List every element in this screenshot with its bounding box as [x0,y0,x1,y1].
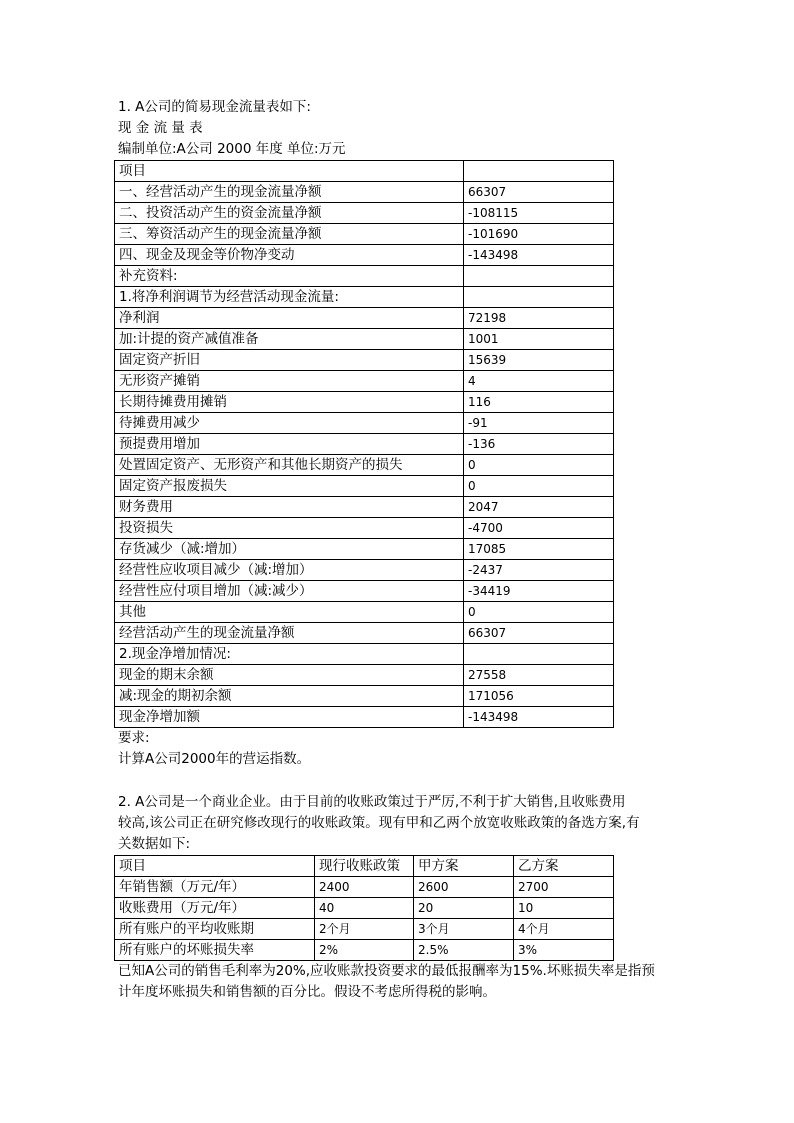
value-cell: 0 [464,602,614,623]
table-row [115,371,614,392]
value-cell: 2% [315,940,414,961]
value-cell: 10 [514,898,614,919]
value-cell: 现行收账政策 [315,856,414,877]
value-cell: 4个月 [514,919,614,940]
value-cell: 0 [464,476,614,497]
table-row [115,644,614,665]
value-cell: 2600 [414,877,514,898]
table-row [115,350,614,371]
row-label-cell: 预提费用增加 [115,434,464,455]
value-cell: -143498 [464,245,614,266]
row-label-cell: 存货减少（减:增加） [115,539,464,560]
table-row [115,308,614,329]
table-row [115,182,614,203]
row-label-cell: 所有账户的坏账损失率 [115,940,315,961]
value-cell: -4700 [464,518,614,539]
table-row [115,602,614,623]
table-row [115,877,614,898]
row-label-cell: 现金的期末余额 [115,665,464,686]
row-label-cell: 减:现金的期初余额 [115,686,464,707]
row-label-cell: 经营性应付项目增加（减:减少） [115,581,464,602]
row-label-cell: 长期待摊费用摊销 [115,392,464,413]
value-cell: 27558 [464,665,614,686]
requirement-label: 要求: [118,730,150,746]
row-label-cell: 固定资产折旧 [115,350,464,371]
table-row [115,392,614,413]
value-cell: -108115 [464,203,614,224]
table-row [115,686,614,707]
value-cell [464,266,614,287]
table-unit: 编制单位:A公司 2000 年度 单位:万元 [118,141,346,157]
value-cell [464,644,614,665]
value-cell: -143498 [464,707,614,728]
value-cell [464,161,614,182]
table-row [115,266,614,287]
row-label-cell: 经营性应收项目减少（减:增加） [115,560,464,581]
value-cell: -34419 [464,581,614,602]
value-cell: 66307 [464,182,614,203]
table-row [115,623,614,644]
value-cell: -91 [464,413,614,434]
value-cell: 116 [464,392,614,413]
value-cell: 2个月 [315,919,414,940]
credit-policy-table [114,855,614,961]
value-cell: 40 [315,898,414,919]
table-row [115,203,614,224]
row-label-cell: 无形资产摊销 [115,371,464,392]
table-row [115,161,614,182]
row-label-cell: 财务费用 [115,497,464,518]
q2-note1: 已知A公司的销售毛利率为20%,应收账款投资要求的最低报酬率为15%.坏账损失率是指预 [118,963,655,979]
table-row [115,329,614,350]
value-cell: 1001 [464,329,614,350]
value-cell: 15639 [464,350,614,371]
row-label-cell: 投资损失 [115,518,464,539]
value-cell: 66307 [464,623,614,644]
table-row [115,455,614,476]
value-cell: -101690 [464,224,614,245]
value-cell: 2047 [464,497,614,518]
row-label-cell: 项目 [115,856,315,877]
value-cell: 3个月 [414,919,514,940]
table-row [115,287,614,308]
table-row [115,919,614,940]
row-label-cell: 固定资产报废损失 [115,476,464,497]
value-cell: 3% [514,940,614,961]
table-row [115,518,614,539]
table-title: 现 金 流 量 表 [118,120,203,136]
value-cell: 20 [414,898,514,919]
row-label-cell: 一、经营活动产生的现金流量净额 [115,182,464,203]
row-label-cell: 二、投资活动产生的资金流量净额 [115,203,464,224]
table-row [115,245,614,266]
row-label-cell: 其他 [115,602,464,623]
table-row [115,497,614,518]
value-cell: 72198 [464,308,614,329]
table-row [115,413,614,434]
table-row [115,581,614,602]
requirement-text: 计算A公司2000年的营运指数。 [118,751,311,767]
value-cell: 0 [464,455,614,476]
row-label-cell: 现金净增加额 [115,707,464,728]
value-cell: 甲方案 [414,856,514,877]
table-row [115,898,614,919]
value-cell: -2437 [464,560,614,581]
row-label-cell: 项目 [115,161,464,182]
table-row [115,707,614,728]
row-label-cell: 补充资料: [115,266,464,287]
value-cell: 2400 [315,877,414,898]
value-cell: 乙方案 [514,856,614,877]
cash-flow-table [114,160,614,728]
row-label-cell: 所有账户的平均收账期 [115,919,315,940]
row-label-cell: 收账费用（万元/年） [115,898,315,919]
row-label-cell: 经营活动产生的现金流量净额 [115,623,464,644]
row-label-cell: 1.将净利润调节为经营活动现金流量: [115,287,464,308]
row-label-cell: 2.现金净增加情况: [115,644,464,665]
value-cell: -136 [464,434,614,455]
table-row [115,476,614,497]
table-row [115,940,614,961]
table-row [115,560,614,581]
value-cell: 2700 [514,877,614,898]
q2-line3: 关数据如下: [118,836,191,852]
value-cell: 4 [464,371,614,392]
table-row [115,856,614,877]
spacer [0,770,794,792]
row-label-cell: 年销售额（万元/年） [115,877,315,898]
table-row [115,665,614,686]
row-label-cell: 净利润 [115,308,464,329]
q1-heading: 1. A公司的简易现金流量表如下: [118,99,311,115]
table-row [115,434,614,455]
table-row [115,224,614,245]
q2-line2: 较高,该公司正在研究修改现行的收账政策。现有甲和乙两个放宽收账政策的备选方案,有 [118,815,640,831]
value-cell: 17085 [464,539,614,560]
q2-note2: 计年度坏账损失和销售额的百分比。假设不考虑所得税的影响。 [118,984,496,1000]
value-cell [464,287,614,308]
row-label-cell: 加:计提的资产减值准备 [115,329,464,350]
table-row [115,539,614,560]
row-label-cell: 处置固定资产、无形资产和其他长期资产的损失 [115,455,464,476]
value-cell: 2.5% [414,940,514,961]
row-label-cell: 三、筹资活动产生的现金流量净额 [115,224,464,245]
row-label-cell: 待摊费用减少 [115,413,464,434]
row-label-cell: 四、现金及现金等价物净变动 [115,245,464,266]
q2-line1: 2. A公司是一个商业企业。由于目前的收账政策过于严厉,不利于扩大销售,且收账费用 [118,794,626,810]
value-cell: 171056 [464,686,614,707]
